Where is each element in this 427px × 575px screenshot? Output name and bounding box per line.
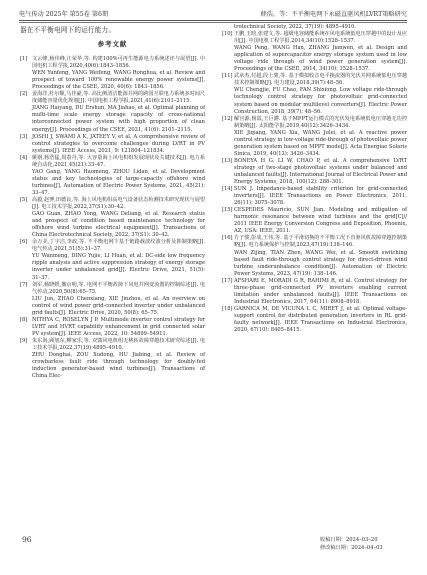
reference-text: JOSHI J, SWAMI A K, JATEEY V, et al. A comprehensive review of control strategies to overcome challenges during LVRT in PV systems[J]. IEEE Access, 2021, 9: 121804–121834. (32, 133, 205, 154)
reference-text: trotechnical Society, 2022, 37(19): 4895–4910. (234, 24, 357, 30)
reference-text: NITHYA C, ROSELYN J P. Multimode inverter control strategy for LVRT and HVRT capability enhancement in grid connected solar PV system[J]. IEEE Access, 2022, 10: 54899–54911. (32, 316, 205, 337)
reference-text: WANG Peng, WANG Han, ZHANG Jianwen, et al. Design and application of supercapacitor energy storage system used in low voltage ride through of wind power generation system[J]. Proceedings of the CSEE, 2014, 34(10): 1528–1537. (234, 45, 407, 73)
received-date: 收稿日期：2024–03–20 (320, 537, 378, 543)
reference-text: WU Chengjie, FU Chao, FAN Shixiong. Low voltage ride-through technology control strategy for photovoltaic grid-connected system based on modular multilevel converters[J]. Electric Power Construction, 2018, 39(7): 48–56. (234, 87, 407, 115)
reference-text: AFSHARI E, MORADI G R, RAHIMI R, et al. Control strategy for three-phase grid-connected PV inverters enabling current limitation under unbalanced faults[J]. IEEE Transactions on Industrial Electronics, 2017, 64(11): 8908–8918. (234, 277, 407, 305)
reference-entry (20, 70, 205, 91)
reference-entry (20, 169, 205, 197)
reference-number: [7] (20, 281, 28, 288)
reference-text: 武承杰,付超,段士骏,等. 基于模拟收音电平换流器的光伏并网系统低电压穿越技术控制策略[J]. 电力建设,2018,39(7):48–56. (234, 73, 407, 87)
reference-number: [9] (20, 337, 28, 344)
article-running-title: 薛浩，等：不平衡电网下永磁直驱风机LVRT策略研究 (260, 10, 407, 18)
reference-number: [12] (222, 115, 233, 122)
reference-number: [1] (20, 56, 28, 63)
reference-entry (20, 197, 205, 211)
reference-text: CESPEDES Mauricio, SUN Jian. Modeling and mitigation of harmonic resonance between wind turbines and the grid[C]// 2011 IEEE Energy Conversion Congress and Exposition, Phoenix, AZ, USA: IEEE, 2011. (234, 207, 407, 235)
reference-entry (20, 296, 205, 317)
revised-date: 修改稿日期：2024–04–03 (320, 545, 383, 551)
reference-text: 姜海洋,杜尔顺,马佳豪,等. 高比例清洁能源并网的跨国互联电力系统多时间尺度储能容量优化规划[J]. 中国电机工程学报,2021,41(6):2101–2115. (32, 91, 205, 105)
reference-number: [6] (20, 239, 28, 246)
reference-text: 方子骏,彭成,王伟,等. 基于平滑切换的不平衡工况下直驱风机故障穿越控制策略[J]. 电力系统保护与控制,2023,47(19):138–146. (234, 235, 407, 249)
reference-text: GAO Guan, ZHAO Yong, WANG Deliang, et al. Research status and prospect of condition based maintenance technology for offshore wind turbine electrical equipment[J]. Transactions of China Electrotechnical Society, 2022, 37(S1): 30–42. (32, 211, 205, 239)
journal-info: 电气传动 2025年 第55卷 第6期 (19, 10, 109, 18)
reference-number: [10] (222, 31, 233, 38)
article-dates (320, 536, 410, 552)
reference-entry (222, 73, 407, 87)
reference-entry (20, 56, 205, 70)
reference-entry (222, 31, 407, 45)
reference-text: 文云峰,杨伟峰,汪荣华,等. 构建100%可再生能源电力系统述评与展望[J]. 中国电机工程学报,2020,40(6):1843–1856. (32, 56, 205, 70)
reference-entry (222, 116, 407, 130)
header-rule (19, 20, 407, 21)
left-column (20, 25, 205, 380)
right-column (222, 24, 407, 334)
reference-entry (222, 250, 407, 278)
reference-entry (20, 239, 205, 253)
intro-text: 器在不平衡电网下的运行能力。 (20, 26, 116, 34)
reference-entry (222, 45, 407, 73)
reference-text: BONEYA H G, LI W, CHAO P, et al. A comprehensive LVRT strategy of two-stage photovoltaic systems under balanced and unbalanced faults[J]. International Journal of Electrical Power and Energy Systems, 2018, 100(12): 288–301. (234, 157, 408, 186)
references-list-left (20, 56, 205, 380)
reference-text: YU Wanmeng, DING Yujie, LI Huan, et al. DC-side low frequency ripple analysis and active suppression strategy of energy storage inverter under unbalanced grid[J]. Electric Drive, 2021, 51(5): 31–37. (32, 253, 205, 281)
page-number: 96 (22, 535, 32, 544)
reference-text: LIU Jun, ZHAO Chenxiang, XIE Jinzhou, et al. An overview on control of wind power grid-connected inverter under unbalanced grid faults[J]. Electric Drive, 2020, 50(8): 65–75. (32, 295, 205, 316)
reference-text: SUN J. Impedance-based stability criterion for grid-connected inverters[J]. IEEE Transactions on Power Electronics, 2011, 26(11): 3075–3078. (234, 186, 407, 207)
reference-number: [2] (20, 91, 28, 98)
references-list-right (222, 24, 407, 334)
reference-entry (222, 158, 407, 186)
reference-entry (20, 338, 205, 352)
reference-text: YAO Gang, YANG Haomeng, ZHOU Lidan, et al. Development status and key technologies of large-capacity offshore wind turbines[J]. Automation of Electric Power Systems, 2021, 45(21): 33–47. (32, 168, 205, 196)
reference-entry (222, 278, 407, 306)
reference-text: 姚钢,杨浩猛,周荔丹,等. 大容量海上风电机组发展现状及关键技术[J]. 电力系统自动化,2021,45(21):33–47. (32, 154, 205, 168)
reference-entry (222, 130, 407, 158)
reference-text: XIE Jiqiang, YANG Xia, WANG Julei, et al. A reactive power control strategy in low-voltage ride-through of photovoltaic power generation system based on MPPT mode[J]. Acta Energiae Solaris Sinica, 2019, 40(12): 3426–3434. (234, 129, 407, 157)
reference-entry (222, 306, 407, 334)
reference-entry (20, 282, 205, 296)
reference-number: [13] (222, 157, 233, 164)
reference-entry (222, 24, 407, 31)
reference-entry (20, 105, 205, 133)
reference-number: [5] (20, 196, 28, 203)
reference-entry (222, 207, 407, 235)
reference-entry (20, 317, 205, 338)
reference-text: JIANG Haiyang, DU Ershun, MA Jiahao, et al. Optimal planning of multi-time scale energy storage capacity of cross-national interconnected power system with high proportion of clean energy[J]. Proceedings of the CSEE, 2021, 41(6): 2101–2115. (32, 105, 205, 133)
reference-number: [8] (20, 316, 28, 323)
reference-entry (20, 352, 205, 380)
reference-entry (222, 235, 407, 249)
reference-number: [15] (222, 207, 233, 214)
reference-entry (20, 155, 205, 169)
reference-text: 刘军,杨晓媛,撤京明,等. 电网不平衡故障下风电并网变流器的控制综述[J]. 电气传动,2020,50(8):65–75. (32, 281, 205, 295)
reference-number: [16] (222, 235, 233, 242)
page-header (19, 6, 407, 20)
references-title: 参考文献 (97, 40, 128, 48)
header-rule-thin (19, 22, 407, 23)
reference-text: ZHU Donghai, ZOU Xudong, HU Jiabing, et al. Review of crowbarless fault ride through technology for doubly-fed induction generator-based wind turbines[J]. Transactions of China Elec- (32, 352, 205, 380)
reference-entry (20, 134, 205, 155)
reference-entry (222, 186, 407, 207)
reference-text: WAN Zijing, TIAN Zhen, WANG Wei, et al. Smooth switching based fault ride-through control strategy for direct-driven wind turbine underunbalance condition[J]. Automation of Electric Power Systems, 2023, 47(19): 138–146. (234, 249, 407, 277)
reference-text: 余万美,丁宇洁,李政,等. 不平衡电网下基于链路载波纹波分析及抑制策略[J]. 电气传动,2021,51(5):31–37. (32, 239, 205, 253)
reference-number: [4] (20, 154, 28, 161)
reference-number: [17] (222, 277, 233, 284)
reference-text: 王鹏,王晗,张建文,等. 超级电容储能系统在风电系统低电压穿越中的设计及应用[J]. 中国电机工程学报,2014,34(10):1528–1537. (234, 31, 407, 45)
reference-text: 解宫源,杨霞,王巨灌. 基于MPPT运行模式的光伏发电系统低电压穿越无功控制策略[J]. 太阳能学报,2019,40(12):3426–3434. (234, 115, 407, 129)
reference-entry (20, 253, 205, 281)
reference-text: GARNICA M, DE VICUNA L C, MIRET J, et al. Optimal voltage-support control for distributed generation inverters in RL grid-faulty network[J]. IEEE Transactions on Industrial Electronics, 2020, 67(10): 8405–8415. (234, 305, 407, 334)
reference-number: [11] (222, 73, 233, 80)
reference-number: [3] (20, 133, 28, 140)
reference-entry (20, 91, 205, 105)
reference-number: [14] (222, 186, 233, 193)
reference-entry (20, 211, 205, 239)
reference-text: 高毅,赵博,田德良,等. 海上风电机组高电气设备状态检测技术研究现状与展望[J]. 电工技术学报,2022,37(S1):30–42. (32, 196, 205, 211)
reference-number: [18] (222, 305, 233, 312)
reference-text: 朱东海,顾旭东,柳家乐,等. 双馈风电机组无桃转故障穿越技术研究综述[J]. 电工技术学报,2022,37(19):4895–4910. (32, 337, 205, 351)
reference-entry (222, 87, 407, 115)
reference-text: WEN Yunfeng, YANG Weifeng, WANG Ronghua, et al. Review and prospect of toward 100% renewable energy power systems[J]. Proceedings of the CSEE, 2020, 40(6): 1843–1856. (32, 70, 205, 91)
